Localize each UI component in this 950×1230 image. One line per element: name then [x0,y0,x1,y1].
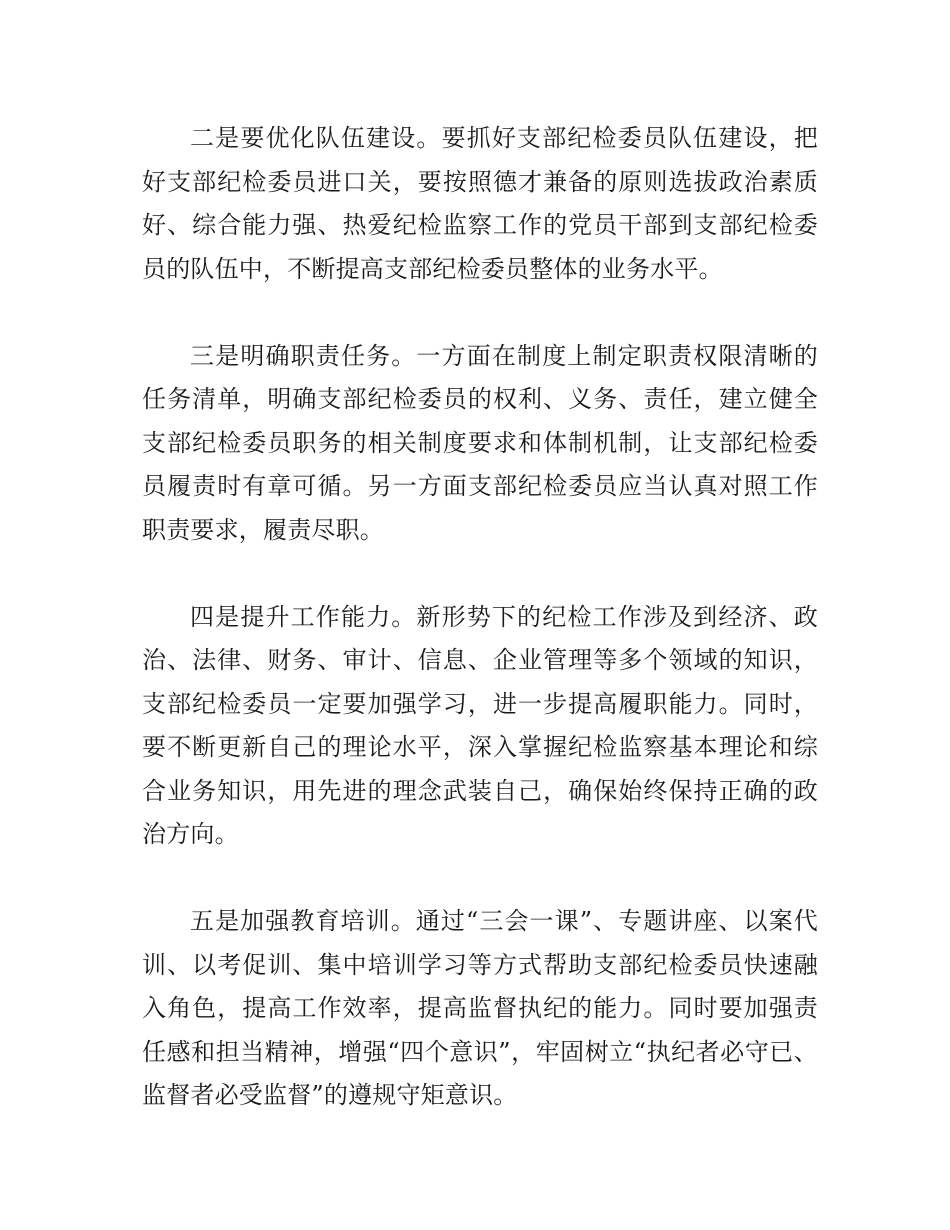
document-body [142,117,818,1118]
paragraph-optimize-team: 二是要优化队伍建设。要抓好支部纪检委员队伍建设，把好支部纪检委员进口关，要按照德才兼备的原则选拔政治素质好、综合能力强、热爱纪检监察工作的党员干部到支部纪检委员的队伍中，不断提高支部纪检委员整体的业务水平。 [142,124,818,283]
paragraph-improve-ability: 四是提升工作能力。新形势下的纪检工作涉及到经济、政治、法律、财务、审计、信息、企业管理等多个领域的知识，支部纪检委员一定要加强学习，进一步提高履职能力。同时，要不断更新自己的理论水平，深入掌握纪检监察基本理论和综合业务知识，用先进的理念武装自己，确保始终保持正确的政治方向。 [142,602,818,848]
paragraph-clarify-duties: 三是明确职责任务。一方面在制度上制定职责权限清晰的任务清单，明确支部纪检委员的权利、义务、责任，建立健全支部纪检委员职务的相关制度要求和体制机制，让支部纪检委员履责时有章可循。另一方面支部纪检委员应当认真对照工作职责要求，履责尽职。 [142,341,818,544]
paragraph-strengthen-training: 五是加强教育培训。通过“三会一课”、专题讲座、以案代训、以考促训、集中培训学习等方式帮助支部纪检委员快速融入角色，提高工作效率，提高监督执纪的能力。同时要加强责任感和担当精神，增强“四个意识”，牢固树立“执纪者必守已、监督者必受监督”的遵规守矩意识。 [142,907,818,1109]
